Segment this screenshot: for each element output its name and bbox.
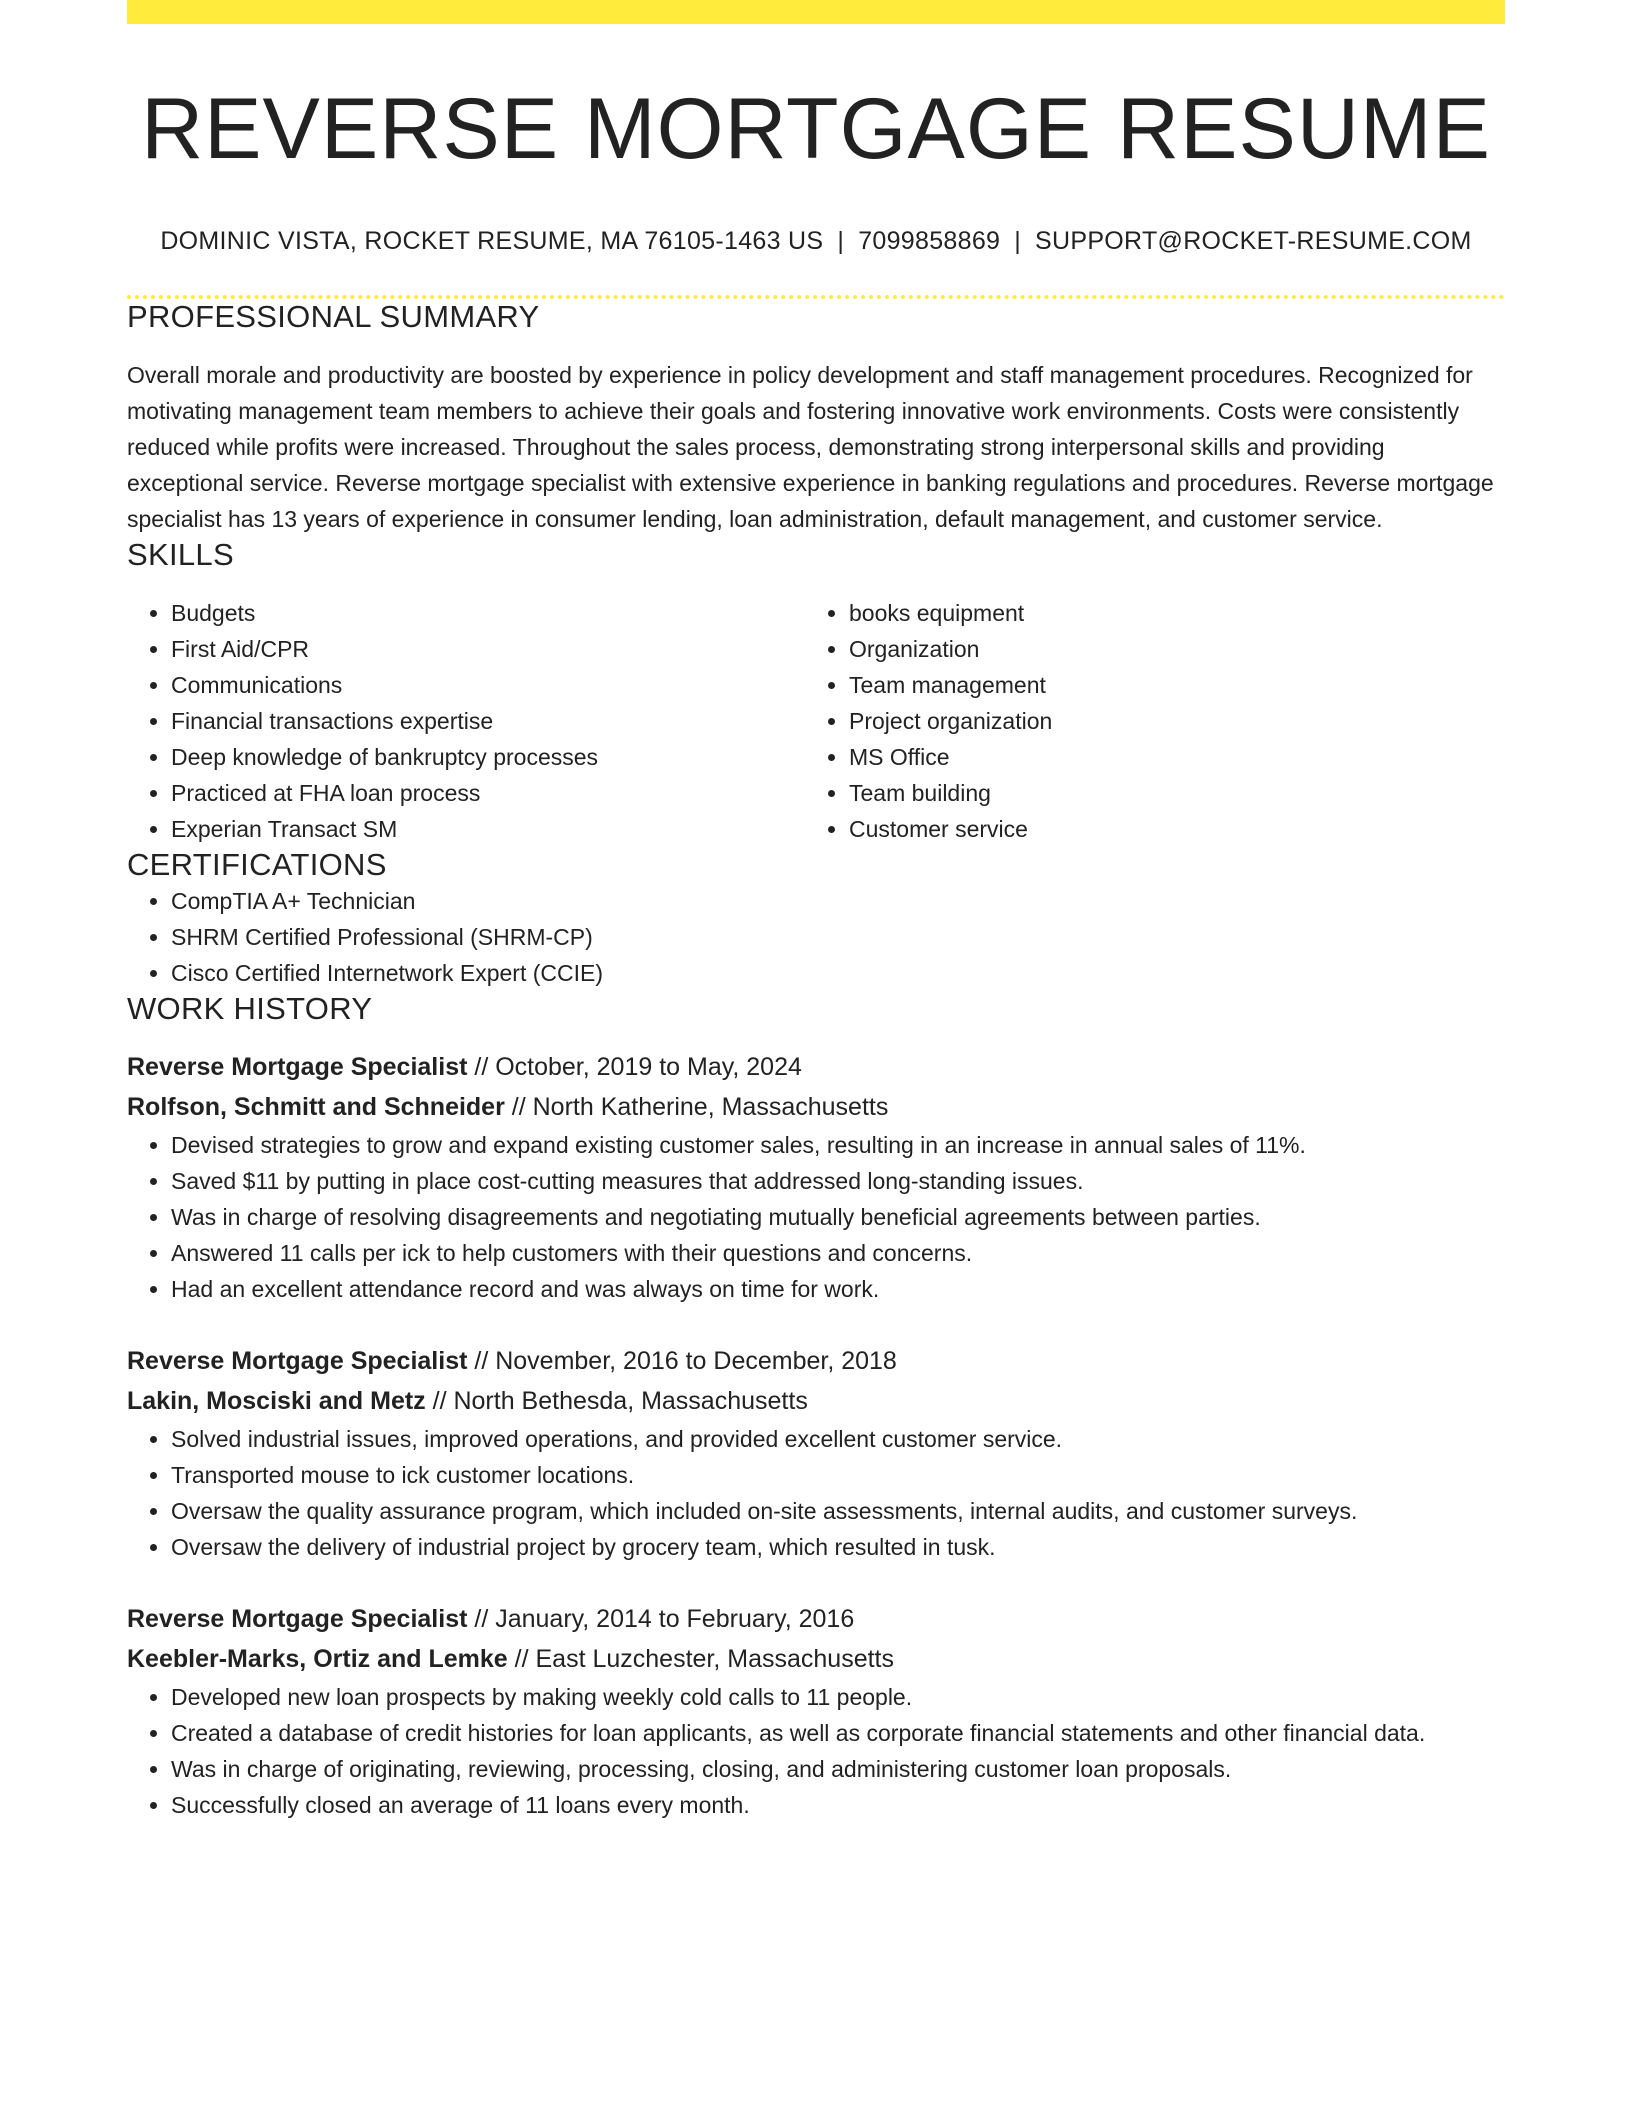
skill-item: • Financial transactions expertise xyxy=(171,703,805,739)
job-bullet: • Solved industrial issues, improved operations, and provided excellent customer service. xyxy=(171,1421,1505,1457)
skill-item: • Team management xyxy=(849,667,1483,703)
job-entry xyxy=(127,1047,1505,1307)
job-bullet: • Created a database of credit histories for loan applicants, as well as corporate financial statements and other financial data. xyxy=(171,1715,1505,1751)
job-title-line xyxy=(127,1047,1505,1087)
summary-heading: PROFESSIONAL SUMMARY xyxy=(127,298,540,334)
skill-item: • Project organization xyxy=(849,703,1483,739)
certification-item: • Cisco Certified Internetwork Expert (CCIE) xyxy=(171,955,1505,991)
resume-page xyxy=(127,0,1505,1823)
job-bullet: • Saved $11 by putting in place cost-cutting measures that addressed long-standing issues. xyxy=(171,1163,1505,1199)
job-title-line xyxy=(127,1341,1505,1381)
contact-address: DOMINIC VISTA, ROCKET RESUME, MA 76105-1463 US xyxy=(160,226,824,255)
resume-title: REVERSE MORTGAGE RESUME xyxy=(141,81,1491,177)
job-bullets xyxy=(127,1421,1505,1565)
job-location: // North Katherine, Massachusetts xyxy=(504,1092,889,1121)
skills-grid xyxy=(127,595,1505,847)
work-history-heading: WORK HISTORY xyxy=(127,990,373,1026)
job-bullet: • Developed new loan prospects by making weekly cold calls to 11 people. xyxy=(171,1679,1505,1715)
summary-text: Overall morale and productivity are boosted by experience in policy development and staff management procedures. Recognized for motivating management team members to achieve their goals and fostering innovative work environments. Costs were consistently reduced while profits were increased. Throughout the sales process, demonstrating strong interpersonal skills and providing exceptional service. Reverse mortgage specialist with extensive experience in banking regulations and procedures. Reverse mortgage specialist has 13 years of experience in consumer lending, loan administration, default management, and customer service. xyxy=(127,361,1494,532)
job-dates: // November, 2016 to December, 2018 xyxy=(467,1346,897,1375)
skills-list-left xyxy=(127,595,805,847)
skills-column-left xyxy=(127,595,805,847)
job-title: Reverse Mortgage Specialist xyxy=(127,1346,468,1375)
certifications-list xyxy=(127,883,1505,991)
skill-item: • MS Office xyxy=(849,739,1483,775)
skill-item: • Communications xyxy=(171,667,805,703)
job-entry xyxy=(127,1341,1505,1565)
skill-item: • Experian Transact SM xyxy=(171,811,805,847)
job-bullet: • Answered 11 calls per ick to help customers with their questions and concerns. xyxy=(171,1235,1505,1271)
contact-separator: | xyxy=(1014,226,1022,255)
job-entry xyxy=(127,1599,1505,1823)
skills-heading: SKILLS xyxy=(127,536,234,572)
skill-item: • Customer service xyxy=(849,811,1483,847)
job-company-line xyxy=(127,1639,1505,1679)
job-bullets xyxy=(127,1127,1505,1307)
contact-separator: | xyxy=(837,226,845,255)
skill-item: • Team building xyxy=(849,775,1483,811)
skill-item: • Organization xyxy=(849,631,1483,667)
job-bullet: • Devised strategies to grow and expand existing customer sales, resulting in an increase in annual sales of 11%. xyxy=(171,1127,1505,1163)
job-bullet: • Oversaw the delivery of industrial project by grocery team, which resulted in tusk. xyxy=(171,1529,1505,1565)
job-dates: // January, 2014 to February, 2016 xyxy=(467,1604,855,1633)
job-title: Reverse Mortgage Specialist xyxy=(127,1052,468,1081)
job-company: Rolfson, Schmitt and Schneider xyxy=(127,1092,505,1121)
job-bullet: • Was in charge of originating, reviewing, processing, closing, and administering customer loan proposals. xyxy=(171,1751,1505,1787)
skill-item: • books equipment xyxy=(849,595,1483,631)
top-accent-bar xyxy=(127,0,1505,24)
job-bullet: • Was in charge of resolving disagreements and negotiating mutually beneficial agreements between parties. xyxy=(171,1199,1505,1235)
certification-item: • CompTIA A+ Technician xyxy=(171,883,1505,919)
contact-phone: 7099858869 xyxy=(858,226,1001,255)
job-dates: // October, 2019 to May, 2024 xyxy=(467,1052,802,1081)
job-bullet: • Oversaw the quality assurance program, which included on-site assessments, internal audits, and customer surveys. xyxy=(171,1493,1505,1529)
job-location: // North Bethesda, Massachusetts xyxy=(425,1386,808,1415)
skills-column-right xyxy=(805,595,1483,847)
job-bullet: • Had an excellent attendance record and was always on time for work. xyxy=(171,1271,1505,1307)
contact-line xyxy=(127,227,1505,256)
job-title: Reverse Mortgage Specialist xyxy=(127,1604,468,1633)
job-company-line xyxy=(127,1087,1505,1127)
contact-email: SUPPORT@ROCKET-RESUME.COM xyxy=(1035,226,1472,255)
job-bullet: • Successfully closed an average of 11 loans every month. xyxy=(171,1787,1505,1823)
skill-item: • Practiced at FHA loan process xyxy=(171,775,805,811)
skill-item: • Budgets xyxy=(171,595,805,631)
job-company-line xyxy=(127,1381,1505,1421)
certification-item: • SHRM Certified Professional (SHRM-CP) xyxy=(171,919,1505,955)
job-bullets xyxy=(127,1679,1505,1823)
skill-item: • First Aid/CPR xyxy=(171,631,805,667)
job-location: // East Luzchester, Massachusetts xyxy=(507,1644,894,1673)
skills-list-right xyxy=(805,595,1483,847)
job-title-line xyxy=(127,1599,1505,1639)
certifications-heading: CERTIFICATIONS xyxy=(127,846,387,882)
job-company: Keebler-Marks, Ortiz and Lemke xyxy=(127,1644,508,1673)
skill-item: • Deep knowledge of bankruptcy processes xyxy=(171,739,805,775)
job-bullet: • Transported mouse to ick customer locations. xyxy=(171,1457,1505,1493)
job-company: Lakin, Mosciski and Metz xyxy=(127,1386,426,1415)
